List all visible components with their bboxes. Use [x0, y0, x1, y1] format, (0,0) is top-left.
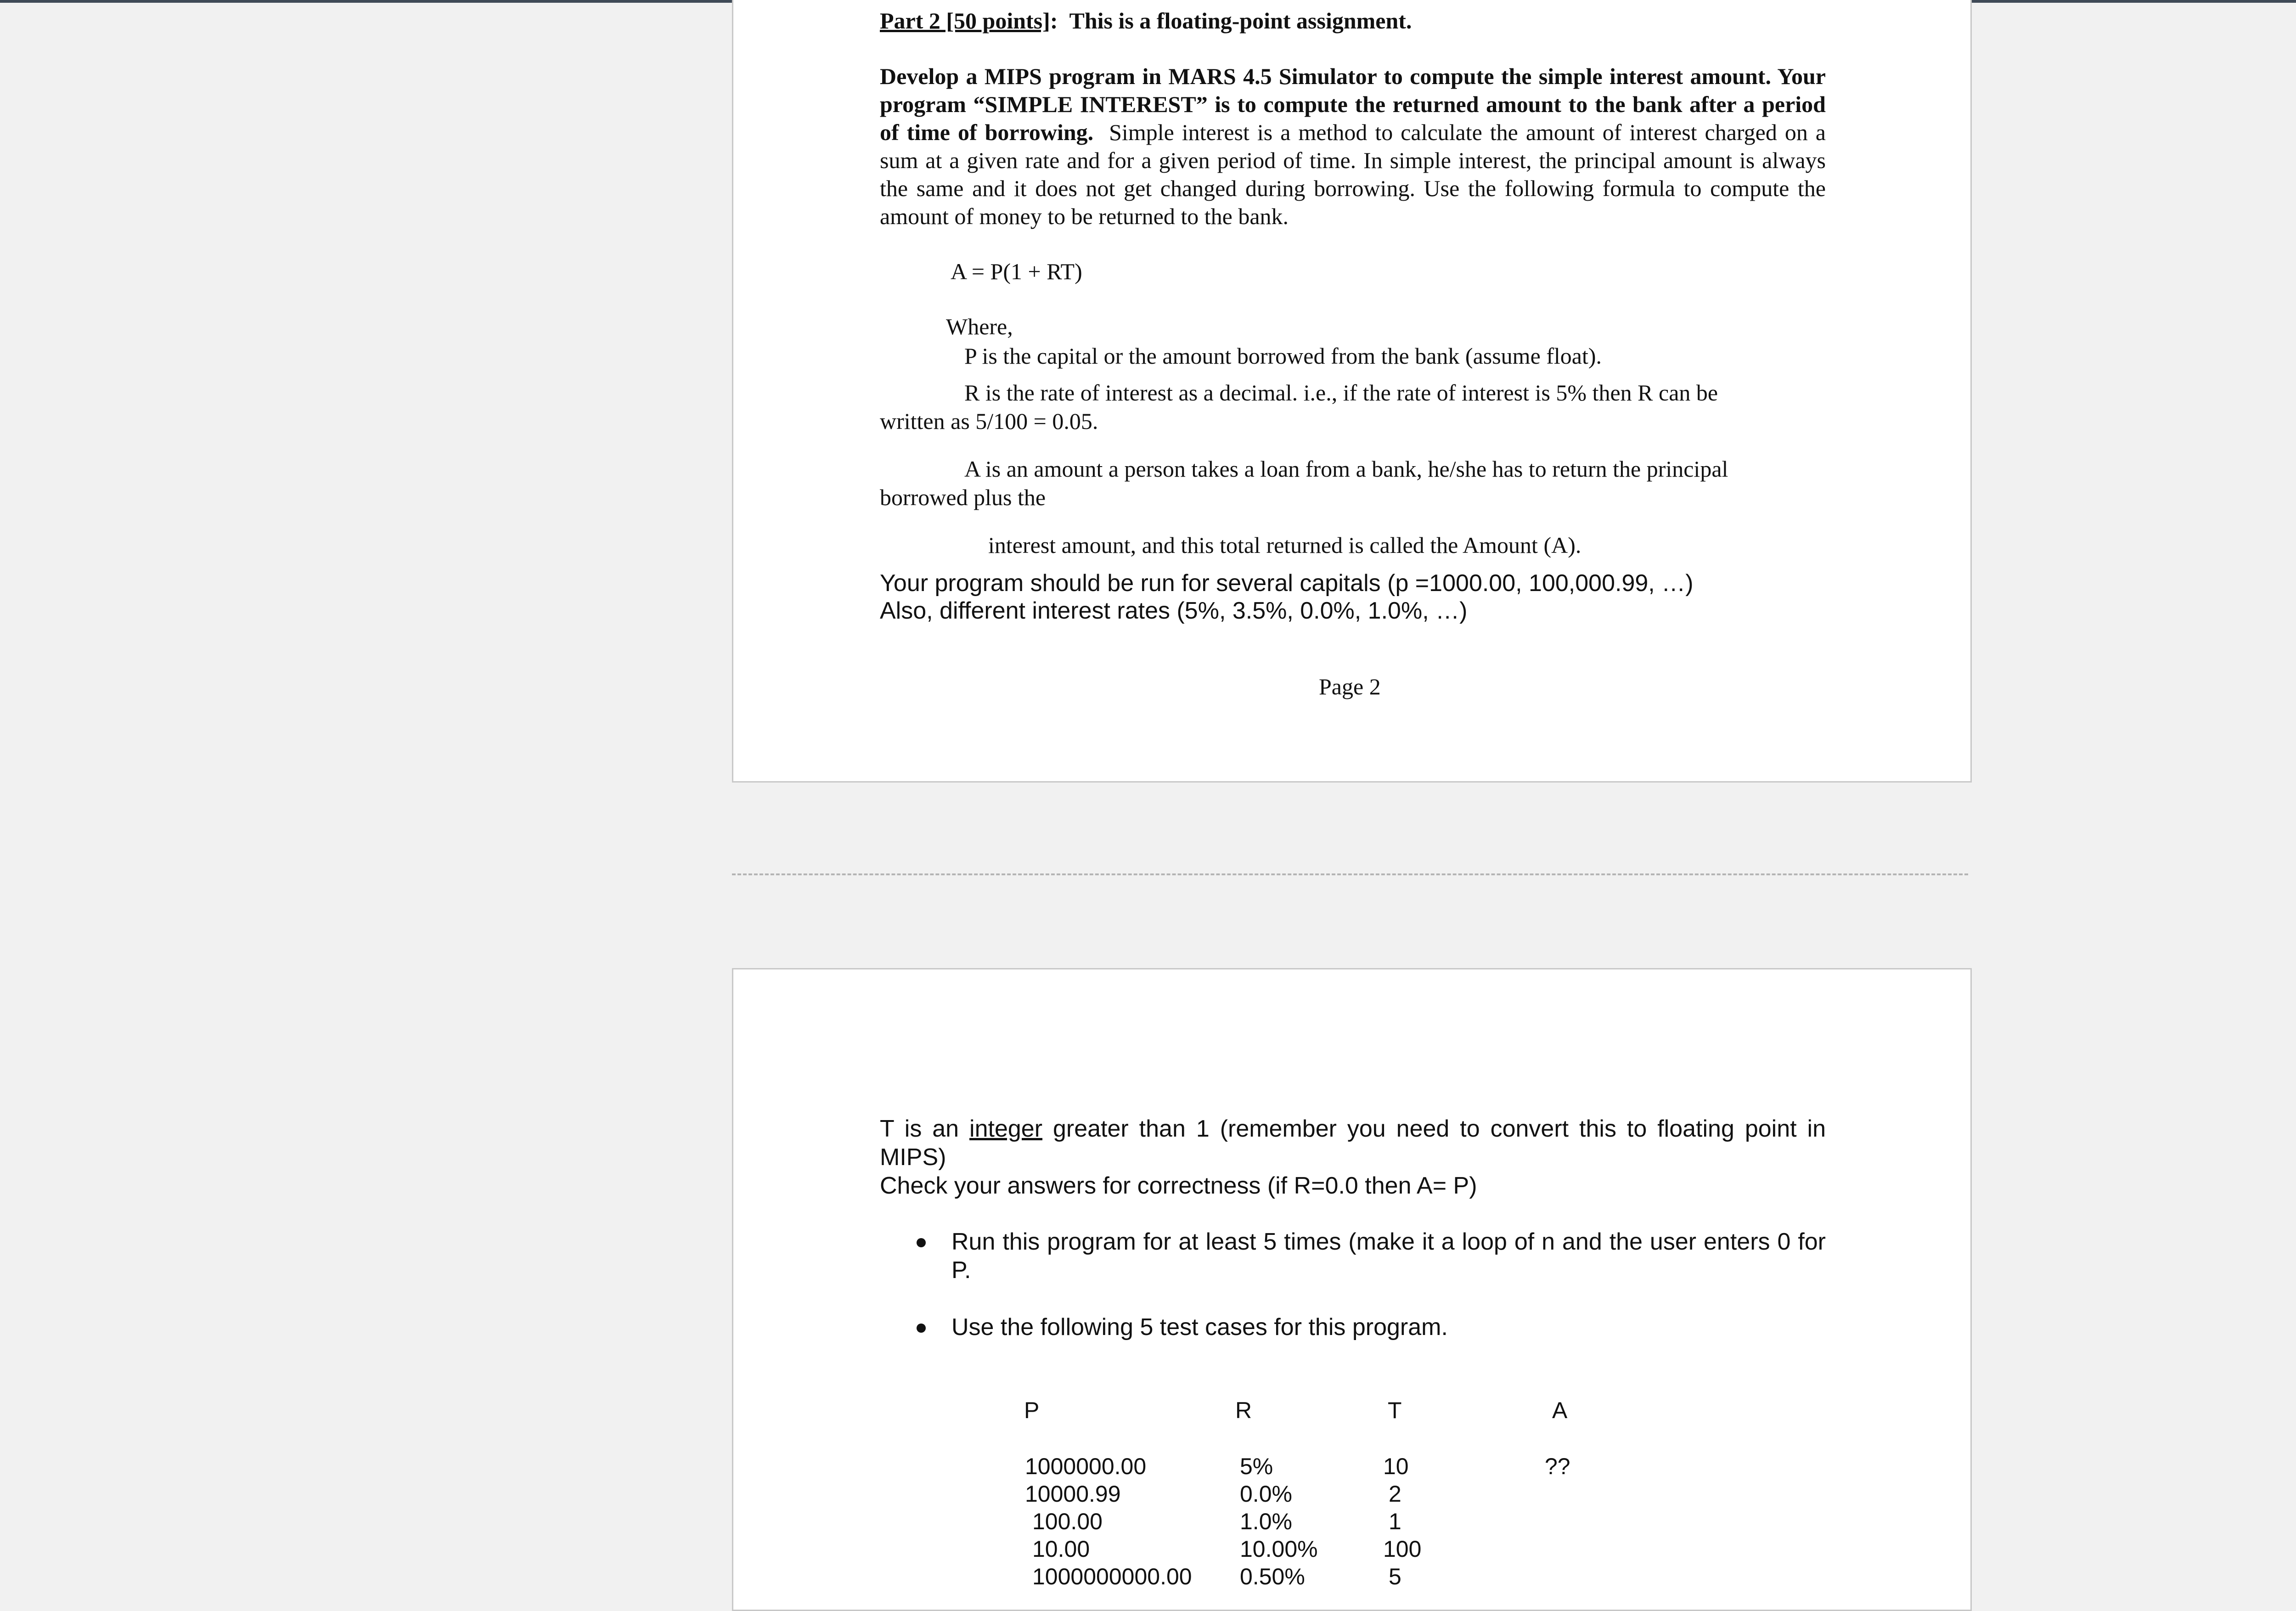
table-header-t: T	[1388, 1397, 1402, 1423]
r-definition-line1: R is the rate of interest as a decimal. i.e., if the rate of interest is 5% then R can be	[964, 380, 1718, 406]
table-cell: 1.0%	[1240, 1509, 1292, 1534]
heading-colon: :	[1050, 8, 1058, 34]
intro-body-text: Simple interest is a method to calculate the amount of interest charged on a sum at a given rate and for a given period of time. In simple interest, the principal amount is always the same and it does not get changed during borrowing. Use the following formula to compute the amount of money to be returned to the bank.	[880, 119, 1826, 229]
table-cell: 1000000.00	[1025, 1453, 1147, 1479]
table-header-p: P	[1024, 1397, 1040, 1423]
table-cell: 1	[1389, 1509, 1401, 1534]
bullet-1-line2: P.	[951, 1257, 971, 1284]
r-definition-line2: written as 5/100 = 0.05.	[880, 408, 1098, 434]
bullet-1-line1: Run this program for at least 5 times (make it a loop of n and the user enters 0 for	[951, 1228, 1826, 1255]
formula: A = P(1 + RT)	[951, 259, 1082, 284]
bullet-icon	[917, 1324, 926, 1333]
table-cell: 5	[1389, 1564, 1401, 1589]
table-cell: 5%	[1240, 1453, 1273, 1479]
table-cell: 100.00	[1032, 1509, 1103, 1534]
p-definition: P is the capital or the amount borrowed from the bank (assume float).	[964, 343, 1602, 369]
table-cell: 2	[1389, 1481, 1401, 1507]
table-cell: 1000000000.00	[1032, 1564, 1192, 1589]
document-page-3	[732, 968, 1972, 1611]
intro-bold-text: Develop a MIPS program in MARS 4.5 Simulator to compute the simple interest amount. Your program “SIMPLE INTEREST” is to compute the returned amount to the bank after a period of time of borrowing.	[880, 63, 1826, 145]
integer-underlined: integer	[969, 1115, 1043, 1142]
t-suffix: greater than 1 (remember you need to convert this to floating point in	[1042, 1115, 1826, 1142]
table-cell: 100	[1383, 1536, 1422, 1562]
table-header-r: R	[1235, 1397, 1252, 1423]
table-cell: 10000.99	[1025, 1481, 1121, 1507]
t-definition-line1	[880, 1115, 1826, 1143]
t-prefix: T is an	[880, 1115, 970, 1142]
interest-rates-line: Also, different interest rates (5%, 3.5%, 0.0%, 1.0%, …)	[880, 597, 1468, 624]
where-label: Where,	[946, 314, 1013, 339]
heading-label: Part 2 [50 points]	[880, 8, 1050, 34]
bullet-2-text: Use the following 5 test cases for this program.	[951, 1314, 1448, 1341]
page-break-separator	[732, 873, 1968, 875]
table-cell: 10.00	[1032, 1536, 1090, 1562]
table-cell: 10.00%	[1240, 1536, 1318, 1562]
assignment-heading	[880, 7, 1412, 34]
heading-title: This is a floating-point assignment.	[1069, 8, 1412, 34]
table-cell: 10	[1383, 1453, 1409, 1479]
table-cell: ??	[1545, 1453, 1570, 1479]
check-answers-line: Check your answers for correctness (if R=0.0 then A= P)	[880, 1172, 1477, 1199]
intro-paragraph	[880, 62, 1826, 231]
t-definition-line2: MIPS)	[880, 1144, 946, 1171]
a-definition-line1: A is an amount a person takes a loan from a bank, he/she has to return the principal	[964, 456, 1728, 482]
run-capitals-line: Your program should be run for several capitals (p =1000.00, 100,000.99, …)	[880, 570, 1694, 597]
table-header-a: A	[1552, 1397, 1568, 1423]
bullet-icon	[917, 1238, 926, 1247]
a-definition-line2: borrowed plus the	[880, 484, 1046, 510]
a-definition-line3: interest amount, and this total returned is called the Amount (A).	[988, 532, 1581, 558]
table-cell: 0.50%	[1240, 1564, 1305, 1589]
page-number: Page 2	[1319, 674, 1381, 699]
table-cell: 0.0%	[1240, 1481, 1292, 1507]
